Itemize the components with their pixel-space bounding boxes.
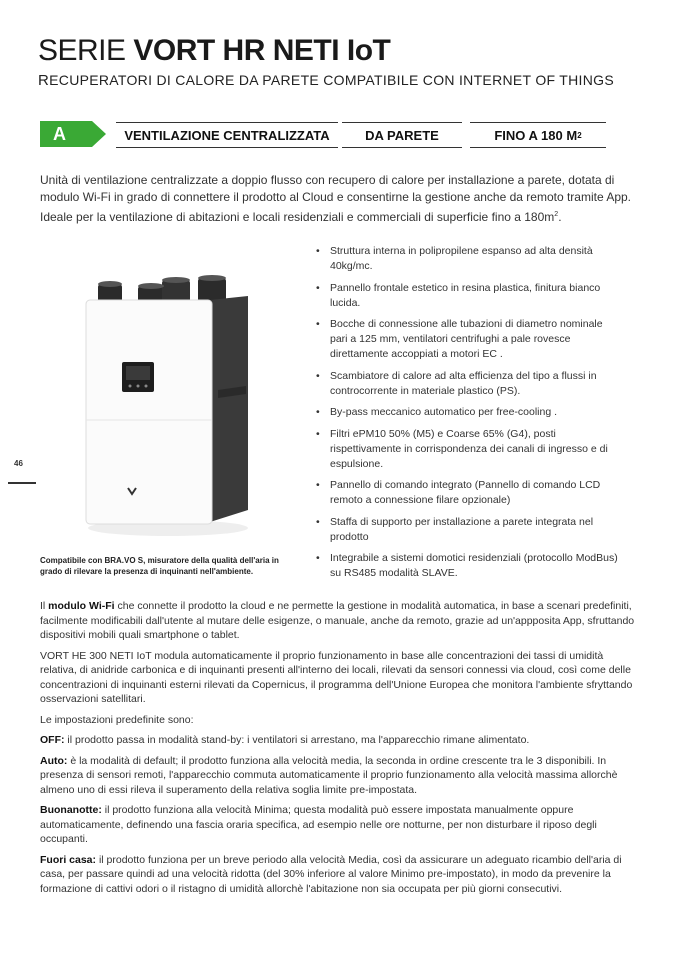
energy-arrow-shape xyxy=(40,121,106,147)
title-series: SERIE xyxy=(38,34,134,67)
mode-away-label: Fuori casa: xyxy=(40,853,97,866)
mode-night-label: Buonanotte: xyxy=(40,804,102,816)
energy-arrow-icon xyxy=(40,121,106,147)
page-title xyxy=(38,34,390,68)
subtitle-initial: R xyxy=(38,72,50,89)
energy-class-badge xyxy=(40,121,106,147)
intro-text: Unità di ventilazione centralizzate a doppio flusso con recupero di calore per installazione a parete, dotata di modulo Wi-Fi in grado di connettere il prodotto al Cloud e consentirne la gestione anche da remoto tramite App. Ideale per la ventilazione di abitazioni e locali residenziali e commerciali di superficie fino a 180m xyxy=(40,173,631,224)
mode-off xyxy=(40,733,640,748)
intro-end: . xyxy=(558,210,562,224)
subtitle-text: ECUPERATORI DI CALORE DA PARETE COMPATIBILE CON INTERNET OF THINGS xyxy=(49,72,614,88)
intro-paragraph xyxy=(40,172,640,226)
feature-item: • Scambiatore di calore ad alta efficienza del tipo a flussi in controcorrente in materiale plastico (PS). xyxy=(316,369,621,399)
feature-item: • By-pass meccanico automatico per free-cooling . xyxy=(316,405,621,420)
mode-auto-label: Auto: xyxy=(40,754,68,767)
caption-bold: Compatibile con BRA.VO S xyxy=(40,556,144,565)
feature-list xyxy=(316,244,621,588)
feature-item: • Pannello di comando integrato (Pannello di comando LCD remoto a connessione filare opzionale) xyxy=(316,478,621,508)
mode-night-text: il prodotto funziona alla velocità Minima; questa modalità può essere impostata manualmente oppure automaticamente, definendo una fascia oraria specifica, ad esempio nelle ore notturne, per non disturbare il riposo degli occupanti. xyxy=(40,804,597,845)
feature-item: • Filtri ePM10 50% (M5) e Coarse 65% (G4), posti rispettivamente in corrispondenza dei canali di ingresso e di espulsione. xyxy=(316,427,621,472)
image-caption xyxy=(40,555,300,577)
page-subtitle xyxy=(38,72,614,89)
feature-item: • Bocche di connessione alle tubazioni di diametro nominale pari a 125 mm, ventilatori centrifughi a pale rovesce direttamente accoppiati a motori EC . xyxy=(316,317,621,362)
title-model: VORT HR NETI IoT xyxy=(133,34,391,67)
spec-area-label: FINO A 180 M xyxy=(494,127,578,143)
page-number-divider xyxy=(8,482,36,484)
wifi-pre: Il xyxy=(40,600,49,612)
wifi-paragraph xyxy=(40,599,640,643)
intro-sup: 2 xyxy=(554,211,559,218)
wifi-bold: modulo Wi-Fi xyxy=(48,600,115,612)
mode-auto xyxy=(40,754,640,798)
spec-mount xyxy=(342,122,462,148)
spec-ventilation-label: VENTILAZIONE CENTRALIZZATA xyxy=(124,127,330,143)
feature-item: • Staffa di supporto per installazione a parete integrata nel prodotto xyxy=(316,515,621,545)
spec-area-sup: 2 xyxy=(577,130,582,140)
spec-mount-label: DA PARETE xyxy=(365,127,439,143)
mode-off-label: OFF: xyxy=(40,734,65,746)
feature-item: • Integrabile a sistemi domotici residenziali (protocollo ModBus) su RS485 modalità SLAVE. xyxy=(316,551,621,581)
product-image xyxy=(78,270,258,540)
page-number: 46 xyxy=(14,459,23,468)
spec-area xyxy=(470,122,606,148)
mode-away xyxy=(40,853,640,897)
mode-night xyxy=(40,803,640,847)
mode-auto-text: è la modalità di default; il prodotto funziona alla velocità media, la seconda in ordine crescente tra le 3 disponibili. In presenza di sensori remoti, l'apparecchio commuta automaticamente il proprio funzionamento alla velocità massima allorchè almeno uno di essi rileva il superamento della relativa soglia limite pre-impostata. xyxy=(40,754,618,796)
spec-ventilation xyxy=(116,122,338,148)
mode-away-text: il prodotto funziona per un breve periodo alla velocità Media, così da assicurare un adeguato ricambio dell'aria di casa, per passare quindi ad una velocità ridotta (del 30% inferiore al valore Minimo pre-impostato), in modo da prevenire la formazione di cattivi odori o il ristagno di umidità allorchè l'abitazione non sia occupata per più giorni consecutivi. xyxy=(40,853,622,895)
energy-class-label: A xyxy=(53,124,66,144)
feature-item: • Pannello frontale estetico in resina plastica, finitura bianco lucida. xyxy=(316,281,621,311)
wifi-text: che connette il prodotto la cloud e ne permette la gestione in modalità automatica, in base a scenari predefiniti, facilmente modificabili dall'utente al mutare delle esigenze, o manuale, anche da remoto, grazie ad un'appposita App, sfruttando dispositivi mobili quali smartphone o tablet. xyxy=(40,600,635,641)
caption-rest: , misuratore della qualità dell'aria in grado di rilevare la presenza di inquinanti nell'ambiente. xyxy=(40,556,279,576)
feature-item: • Struttura interna in polipropilene espanso ad alta densità 40kg/mc. xyxy=(316,244,621,274)
mode-off-text: il prodotto passa in modalità stand-by: i ventilatori si arrestano, ma l'apparecchio rimane alimentato. xyxy=(64,734,530,746)
ventilation-unit-illustration xyxy=(78,270,258,540)
body-text xyxy=(40,599,640,902)
function-paragraph: VORT HE 300 NETI IoT modula automaticamente il proprio funzionamento in base alle concentrazioni dei tassi di umidità relativa, di anidride carbonica e di inquinanti presenti all'interno dei locali, rilevati da sensori connessi via cloud, così come delle concentrazioni di inquinanti esterni rilevati da Copernicus, il programma dell'Unione Europea che monitora l'ambiente sfryttando osservazioni satellitari. xyxy=(40,649,633,705)
presets-intro: Le impostazioni predefinite sono: xyxy=(40,713,194,726)
